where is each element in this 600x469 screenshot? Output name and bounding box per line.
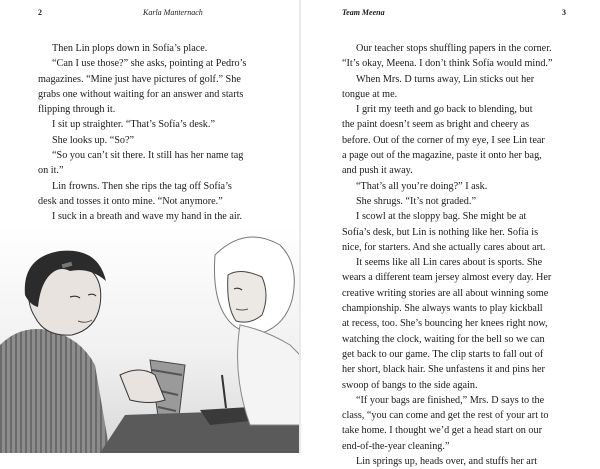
text-line: grabs one without waiting for an answer and starts [38,88,244,100]
text-line: at recess, too. She’s bouncing her knees right now, [342,318,548,330]
running-head: Team Meena [342,8,385,17]
text-line: get back to our game. The clip starts to fall out of [342,348,544,360]
text-line: I grit my teeth and go back to blending, but [356,104,533,116]
text-line: nice, for starters. And she actually cares about art. [342,241,546,253]
text-line: end-of-the-year cleaning.” [342,440,450,452]
text-line: “It’s okay, Meena. I don’t think Sofía would mind.” [342,58,553,70]
text-line: on it.” [38,165,64,177]
text-line: “So you can’t sit there. It still has her name tag [52,150,244,162]
text-line: Sofía’s desk, but Lin is nothing like her. Sofía is [342,226,539,238]
text-line: watching the clock, waiting for the bell so we can [342,333,545,345]
text-line: Lin springs up, heads over, and stuffs her art [356,456,538,468]
classroom-illustration [0,225,300,453]
text-line: Then Lin plops down in Sofía’s place. [52,43,208,54]
right-page [300,0,600,468]
text-line: championship. She always wants to play kickball [342,303,543,315]
meena-face [228,271,266,322]
text-line: magazines. “Mine just have pictures of golf.” She [38,73,241,85]
page-number: 3 [562,8,566,17]
text-line: a page out of the magazine, paste it onto her bag, [342,150,542,162]
running-head: Karla Manternach [143,8,203,17]
text-line: Our teacher stops shuffling papers in the corner. [356,43,552,54]
text-line: She looks up. “So?” [52,134,135,146]
page-number: 2 [38,8,42,17]
text-line: I sit up straighter. “That’s Sofía’s desk.” [52,119,215,131]
text-line: her short, black hair. She unfastens it and pins her [342,364,545,376]
text-line: before. Out of the corner of my eye, I see Lin tear [342,134,545,146]
text-line: the paint doesn’t seem as bright and cheery as [342,119,530,131]
text-line: “If your bags are finished,” Mrs. D says to the [356,394,545,406]
text-line: wears a different team jersey almost every day. Her [342,272,552,284]
body-text [342,41,574,469]
text-line: creative writing stories are all about winning some [342,287,549,299]
text-line: “That’s all you’re doing?” I ask. [356,180,488,192]
text-line: take home. I thought we’d get a head start on our [342,425,543,437]
text-line: It seems like all Lin cares about is sports. She [356,257,543,269]
text-line: I scowl at the sloppy bag. She might be at [356,211,527,223]
text-line: class, “you can come and get the rest of your art to [342,410,549,422]
body-text [38,41,274,240]
text-line: She shrugs. “It’s not graded.” [356,195,476,207]
text-line: desk and tosses it onto mine. “Not anymore.” [38,195,223,207]
left-page [0,0,300,453]
text-line: When Mrs. D turns away, Lin sticks out her [356,73,535,85]
text-line: flipping through it. [38,104,116,116]
text-line: tongue at me. [342,88,398,100]
text-line: swoop of bangs to the side again. [342,379,478,391]
text-line: I suck in a breath and wave my hand in the air. [52,211,243,223]
text-line: and push it away. [342,165,413,177]
text-line: Lin frowns. Then she rips the tag off Sofía’s [52,180,232,192]
text-line: “Can I use those?” she asks, pointing at Pedro’s [52,58,247,70]
